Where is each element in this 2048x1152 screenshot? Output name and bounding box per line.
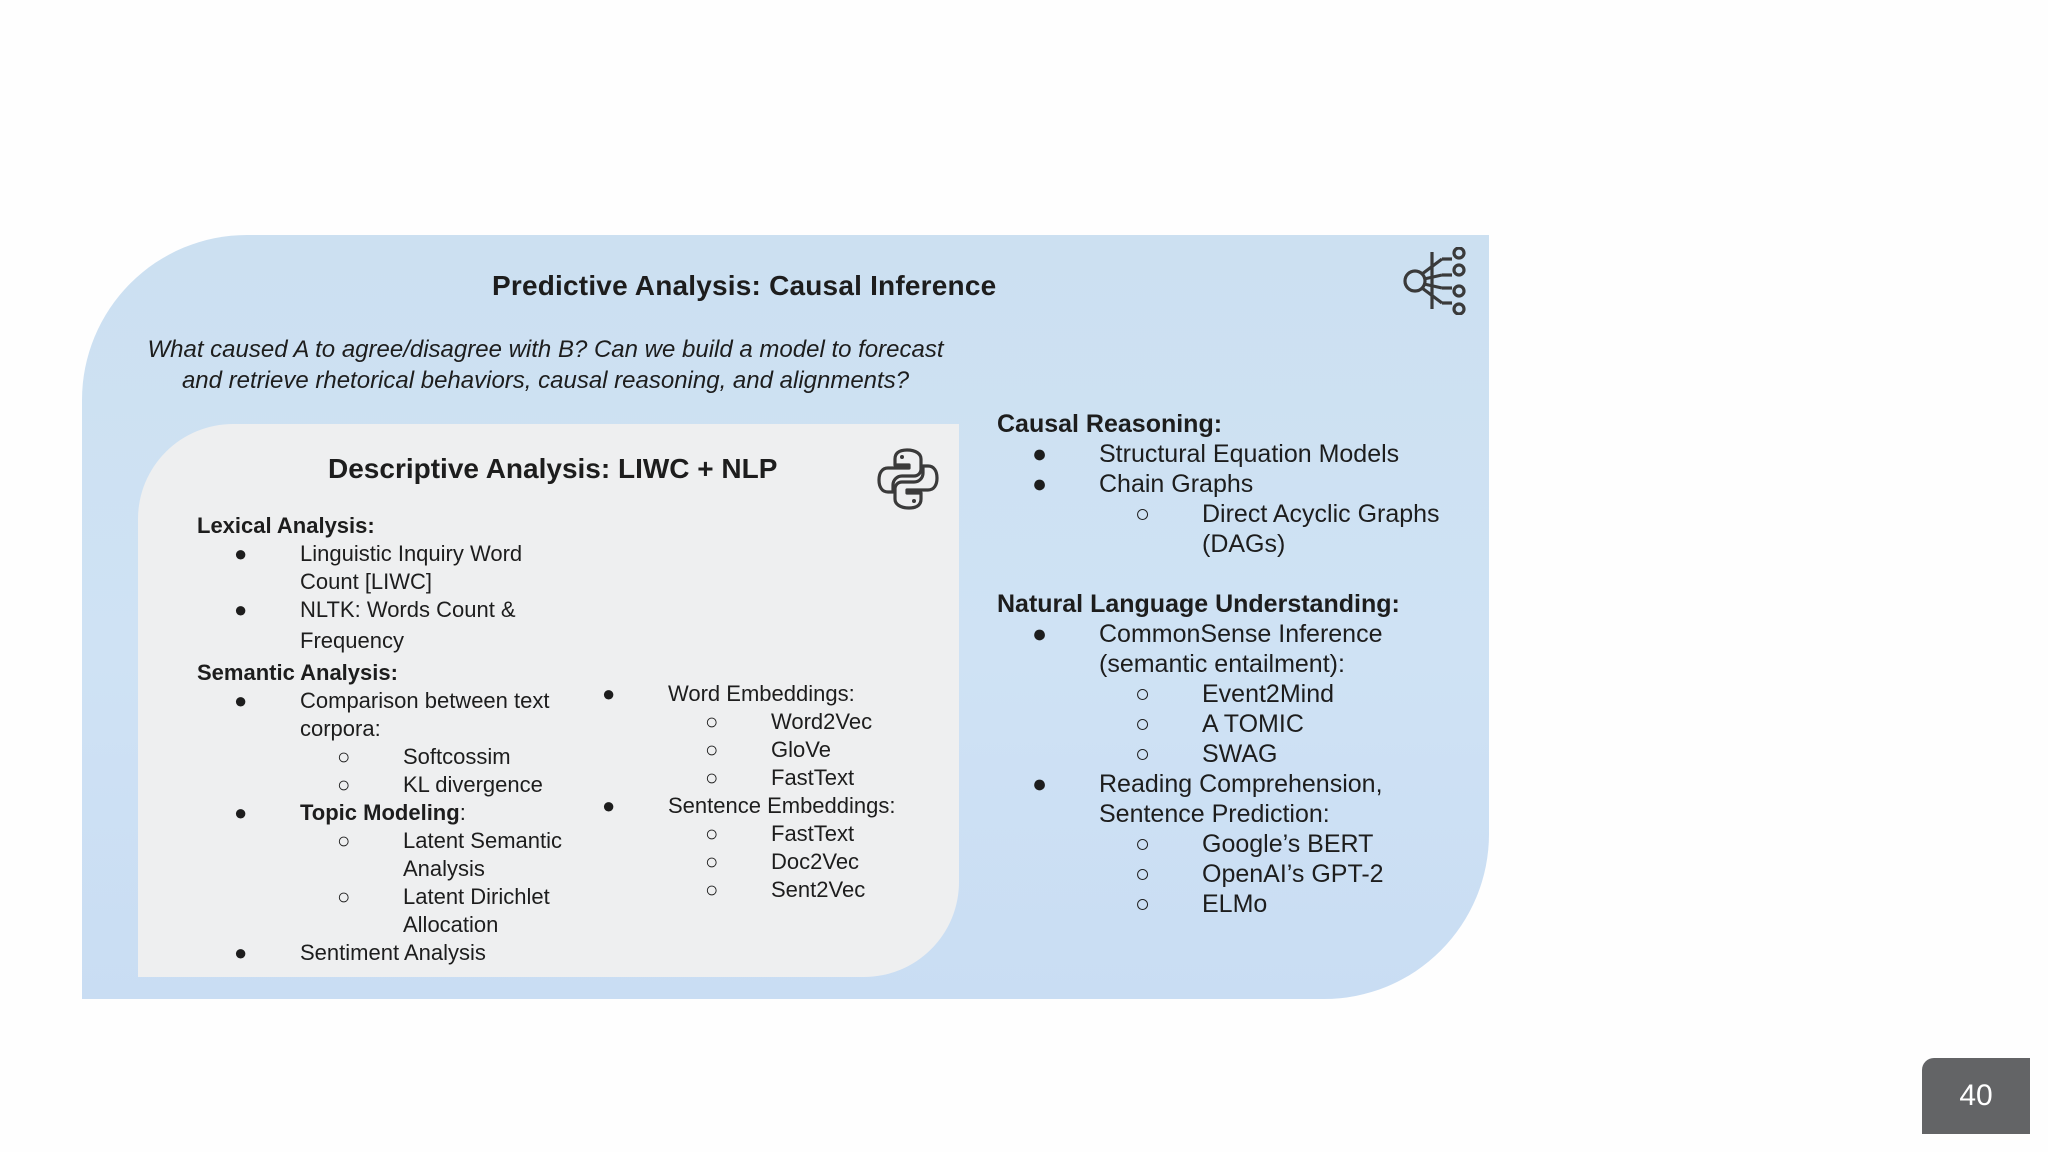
semantic-kl-divergence: KL divergence bbox=[403, 772, 543, 797]
topic-lda-line-2: Allocation bbox=[403, 912, 499, 937]
sub-bullet: ○ bbox=[337, 772, 351, 797]
bullet: ● bbox=[234, 940, 248, 965]
reading-comprehension-line-1: Reading Comprehension, bbox=[1099, 770, 1383, 798]
lexical-item-liwc-line-1: Linguistic Inquiry Word bbox=[300, 541, 523, 566]
topic-lsa-line-2: Analysis bbox=[403, 856, 485, 881]
bullet: ● bbox=[1032, 620, 1048, 648]
bullet: ● bbox=[234, 800, 248, 825]
causal-inference-title: Predictive Analysis: Causal Inference bbox=[492, 270, 997, 301]
doc2vec: Doc2Vec bbox=[771, 849, 860, 874]
word2vec: Word2Vec bbox=[771, 709, 873, 734]
swag: SWAG bbox=[1202, 740, 1278, 768]
nlu-heading: Natural Language Understanding: bbox=[997, 590, 1400, 618]
sub-bullet: ○ bbox=[337, 884, 351, 909]
reading-comprehension-line-2: Sentence Prediction: bbox=[1099, 800, 1330, 828]
commonsense-line-1: CommonSense Inference bbox=[1099, 620, 1383, 648]
word-embeddings-label: Word Embeddings: bbox=[668, 681, 855, 706]
glove: GloVe bbox=[771, 737, 831, 762]
topic-modeling-text: Topic Modeling bbox=[300, 800, 460, 825]
structural-equation-models: Structural Equation Models bbox=[1099, 440, 1400, 468]
semantic-comparison-line-2: corpora: bbox=[300, 716, 381, 741]
topic-modeling-colon: : bbox=[459, 800, 466, 825]
bert: Google’s BERT bbox=[1202, 830, 1374, 858]
descriptive-analysis-title: Descriptive Analysis: LIWC + NLP bbox=[328, 453, 778, 484]
chain-graphs: Chain Graphs bbox=[1099, 470, 1254, 498]
network-graph-icon bbox=[1402, 247, 1468, 315]
sub-bullet: ○ bbox=[705, 849, 719, 874]
sentiment-analysis: Sentiment Analysis bbox=[300, 940, 486, 965]
sub-bullet: ○ bbox=[705, 765, 719, 790]
lexical-item-nltk-line-2: Frequency bbox=[300, 628, 404, 653]
atomic: A TOMIC bbox=[1202, 710, 1304, 738]
causal-reasoning-heading: Causal Reasoning: bbox=[997, 410, 1223, 438]
commonsense-line-2: (semantic entailment): bbox=[1099, 650, 1345, 678]
bullet: ● bbox=[234, 688, 248, 713]
lexical-analysis-heading: Lexical Analysis: bbox=[197, 513, 375, 538]
python-logo-icon bbox=[876, 447, 940, 511]
fasttext-word: FastText bbox=[771, 765, 855, 790]
research-question-line-2: and retrieve rhetorical behaviors, causal reasoning, and alignments? bbox=[181, 367, 910, 394]
sub-bullet: ○ bbox=[705, 737, 719, 762]
lexical-item-nltk-line-1: NLTK: Words Count & bbox=[300, 597, 516, 622]
sub-bullet: ○ bbox=[705, 709, 719, 734]
sub-bullet: ○ bbox=[1135, 500, 1151, 528]
bullet: ● bbox=[602, 793, 616, 818]
sent2vec: Sent2Vec bbox=[771, 877, 866, 902]
dag-line-1: Direct Acyclic Graphs bbox=[1202, 500, 1440, 528]
bullet: ● bbox=[1032, 770, 1048, 798]
gpt2: OpenAI’s GPT-2 bbox=[1202, 860, 1384, 888]
elmo: ELMo bbox=[1202, 890, 1268, 918]
sub-bullet: ○ bbox=[705, 877, 719, 902]
bullet: ● bbox=[1032, 470, 1048, 498]
topic-modeling-label bbox=[300, 799, 466, 827]
sub-bullet: ○ bbox=[1135, 740, 1151, 768]
dag-line-2: (DAGs) bbox=[1202, 530, 1286, 558]
fasttext-sentence: FastText bbox=[771, 821, 855, 846]
sub-bullet: ○ bbox=[1135, 860, 1151, 888]
sub-bullet: ○ bbox=[1135, 680, 1151, 708]
event2mind: Event2Mind bbox=[1202, 680, 1335, 708]
sub-bullet: ○ bbox=[1135, 890, 1151, 918]
lexical-item-liwc-line-2: Count [LIWC] bbox=[300, 569, 433, 594]
bullet: ● bbox=[1032, 440, 1048, 468]
semantic-comparison-line-1: Comparison between text bbox=[300, 688, 550, 713]
bullet: ● bbox=[234, 541, 248, 566]
sub-bullet: ○ bbox=[1135, 710, 1151, 738]
research-question bbox=[108, 334, 983, 396]
bullet: ● bbox=[234, 597, 248, 622]
topic-lsa-line-1: Latent Semantic bbox=[403, 828, 562, 853]
sub-bullet: ○ bbox=[337, 828, 351, 853]
bullet: ● bbox=[602, 681, 616, 706]
sub-bullet: ○ bbox=[1135, 830, 1151, 858]
semantic-analysis-heading: Semantic Analysis: bbox=[197, 660, 398, 685]
page-number: 40 bbox=[1922, 1058, 2030, 1134]
sub-bullet: ○ bbox=[337, 744, 351, 769]
topic-lda-line-1: Latent Dirichlet bbox=[403, 884, 550, 909]
sentence-embeddings-label: Sentence Embeddings: bbox=[668, 793, 896, 818]
semantic-softcossim: Softcossim bbox=[403, 744, 511, 769]
research-question-line-1: What caused A to agree/disagree with B? Can we build a model to forecast bbox=[147, 336, 944, 363]
sub-bullet: ○ bbox=[705, 821, 719, 846]
